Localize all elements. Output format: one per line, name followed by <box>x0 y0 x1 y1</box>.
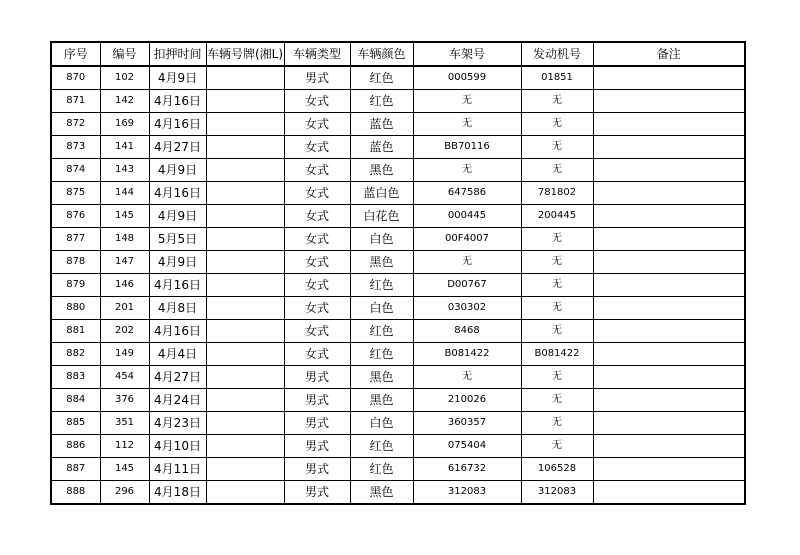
cell-remarks <box>593 205 745 228</box>
cell-frame-number: 647586 <box>413 182 521 205</box>
cell-seq: 877 <box>51 228 100 251</box>
cell-impound-date: 4月8日 <box>149 297 206 320</box>
table-header-row <box>51 42 745 66</box>
cell-engine-number: 无 <box>521 274 593 297</box>
cell-seq: 888 <box>51 481 100 505</box>
cell-vehicle-color: 红色 <box>350 343 413 366</box>
cell-number: 147 <box>100 251 149 274</box>
cell-vehicle-type: 女式 <box>284 274 350 297</box>
cell-frame-number: 000599 <box>413 66 521 90</box>
cell-plate <box>206 343 284 366</box>
cell-impound-date: 4月16日 <box>149 113 206 136</box>
cell-remarks <box>593 343 745 366</box>
cell-vehicle-color: 红色 <box>350 274 413 297</box>
cell-vehicle-color: 黑色 <box>350 159 413 182</box>
cell-impound-date: 4月10日 <box>149 435 206 458</box>
cell-plate <box>206 159 284 182</box>
table-row <box>51 113 745 136</box>
cell-number: 102 <box>100 66 149 90</box>
cell-vehicle-type: 男式 <box>284 458 350 481</box>
header-remarks: 备注 <box>593 42 745 66</box>
cell-impound-date: 4月9日 <box>149 251 206 274</box>
table-row <box>51 182 745 205</box>
table-row <box>51 159 745 182</box>
cell-engine-number: 无 <box>521 297 593 320</box>
cell-seq: 876 <box>51 205 100 228</box>
cell-plate <box>206 228 284 251</box>
cell-vehicle-color: 蓝色 <box>350 136 413 159</box>
cell-seq: 884 <box>51 389 100 412</box>
header-engine-number: 发动机号 <box>521 42 593 66</box>
cell-vehicle-color: 红色 <box>350 90 413 113</box>
header-vehicle-color: 车辆颜色 <box>350 42 413 66</box>
cell-number: 144 <box>100 182 149 205</box>
cell-frame-number: BB70116 <box>413 136 521 159</box>
cell-plate <box>206 90 284 113</box>
cell-vehicle-type: 女式 <box>284 136 350 159</box>
cell-vehicle-color: 白色 <box>350 228 413 251</box>
cell-engine-number: 无 <box>521 366 593 389</box>
cell-seq: 883 <box>51 366 100 389</box>
cell-number: 202 <box>100 320 149 343</box>
cell-number: 148 <box>100 228 149 251</box>
table-row <box>51 366 745 389</box>
cell-plate <box>206 412 284 435</box>
cell-vehicle-color: 黑色 <box>350 481 413 505</box>
cell-frame-number: 312083 <box>413 481 521 505</box>
table-row <box>51 343 745 366</box>
cell-plate <box>206 66 284 90</box>
cell-vehicle-type: 女式 <box>284 228 350 251</box>
cell-impound-date: 4月9日 <box>149 159 206 182</box>
cell-impound-date: 4月16日 <box>149 90 206 113</box>
cell-engine-number: B081422 <box>521 343 593 366</box>
cell-seq: 887 <box>51 458 100 481</box>
cell-vehicle-color: 蓝白色 <box>350 182 413 205</box>
cell-seq: 875 <box>51 182 100 205</box>
cell-vehicle-type: 女式 <box>284 159 350 182</box>
cell-seq: 872 <box>51 113 100 136</box>
cell-vehicle-color: 红色 <box>350 435 413 458</box>
cell-plate <box>206 297 284 320</box>
cell-impound-date: 4月18日 <box>149 481 206 505</box>
cell-seq: 880 <box>51 297 100 320</box>
cell-plate <box>206 251 284 274</box>
table-row <box>51 435 745 458</box>
cell-vehicle-color: 黑色 <box>350 389 413 412</box>
table-row <box>51 90 745 113</box>
cell-impound-date: 4月16日 <box>149 182 206 205</box>
cell-frame-number: B081422 <box>413 343 521 366</box>
header-frame-number: 车架号 <box>413 42 521 66</box>
cell-vehicle-color: 红色 <box>350 66 413 90</box>
cell-engine-number: 无 <box>521 251 593 274</box>
cell-seq: 885 <box>51 412 100 435</box>
cell-remarks <box>593 251 745 274</box>
cell-vehicle-type: 女式 <box>284 251 350 274</box>
cell-impound-date: 4月11日 <box>149 458 206 481</box>
table-row <box>51 297 745 320</box>
cell-vehicle-color: 黑色 <box>350 251 413 274</box>
cell-engine-number: 106528 <box>521 458 593 481</box>
cell-plate <box>206 205 284 228</box>
cell-number: 351 <box>100 412 149 435</box>
table-row <box>51 412 745 435</box>
cell-remarks <box>593 320 745 343</box>
table-row <box>51 66 745 90</box>
cell-impound-date: 4月27日 <box>149 366 206 389</box>
impounded-vehicle-table <box>50 41 746 505</box>
cell-remarks <box>593 366 745 389</box>
cell-frame-number: 无 <box>413 159 521 182</box>
cell-impound-date: 4月23日 <box>149 412 206 435</box>
cell-remarks <box>593 159 745 182</box>
cell-engine-number: 01851 <box>521 66 593 90</box>
cell-number: 112 <box>100 435 149 458</box>
cell-number: 201 <box>100 297 149 320</box>
cell-vehicle-type: 男式 <box>284 366 350 389</box>
cell-number: 141 <box>100 136 149 159</box>
cell-vehicle-type: 男式 <box>284 481 350 505</box>
cell-vehicle-color: 红色 <box>350 320 413 343</box>
cell-vehicle-color: 蓝色 <box>350 113 413 136</box>
cell-seq: 879 <box>51 274 100 297</box>
table-row <box>51 228 745 251</box>
header-impound-date: 扣押时间 <box>149 42 206 66</box>
cell-engine-number: 无 <box>521 90 593 113</box>
cell-remarks <box>593 297 745 320</box>
cell-engine-number: 无 <box>521 389 593 412</box>
cell-vehicle-color: 白色 <box>350 412 413 435</box>
table-row <box>51 320 745 343</box>
cell-vehicle-color: 红色 <box>350 458 413 481</box>
cell-frame-number: 210026 <box>413 389 521 412</box>
cell-number: 376 <box>100 389 149 412</box>
cell-frame-number: 075404 <box>413 435 521 458</box>
cell-number: 142 <box>100 90 149 113</box>
cell-vehicle-type: 男式 <box>284 389 350 412</box>
cell-remarks <box>593 66 745 90</box>
cell-plate <box>206 435 284 458</box>
cell-engine-number: 312083 <box>521 481 593 505</box>
cell-plate <box>206 481 284 505</box>
cell-frame-number: 无 <box>413 90 521 113</box>
cell-vehicle-color: 白色 <box>350 297 413 320</box>
cell-frame-number: 无 <box>413 251 521 274</box>
table-row <box>51 481 745 505</box>
cell-engine-number: 无 <box>521 320 593 343</box>
cell-frame-number: 000445 <box>413 205 521 228</box>
cell-engine-number: 781802 <box>521 182 593 205</box>
table-row <box>51 205 745 228</box>
cell-vehicle-type: 女式 <box>284 320 350 343</box>
cell-impound-date: 5月5日 <box>149 228 206 251</box>
cell-remarks <box>593 182 745 205</box>
cell-remarks <box>593 136 745 159</box>
cell-vehicle-type: 女式 <box>284 343 350 366</box>
cell-frame-number: 8468 <box>413 320 521 343</box>
table-row <box>51 136 745 159</box>
cell-vehicle-color: 白花色 <box>350 205 413 228</box>
cell-remarks <box>593 389 745 412</box>
cell-remarks <box>593 458 745 481</box>
cell-frame-number: 360357 <box>413 412 521 435</box>
cell-engine-number: 无 <box>521 113 593 136</box>
cell-impound-date: 4月16日 <box>149 274 206 297</box>
cell-plate <box>206 389 284 412</box>
cell-frame-number: 无 <box>413 113 521 136</box>
cell-vehicle-color: 黑色 <box>350 366 413 389</box>
cell-plate <box>206 136 284 159</box>
table-row <box>51 389 745 412</box>
cell-number: 149 <box>100 343 149 366</box>
cell-remarks <box>593 481 745 505</box>
cell-number: 146 <box>100 274 149 297</box>
cell-seq: 878 <box>51 251 100 274</box>
cell-number: 143 <box>100 159 149 182</box>
cell-impound-date: 4月16日 <box>149 320 206 343</box>
cell-engine-number: 无 <box>521 159 593 182</box>
cell-vehicle-type: 女式 <box>284 205 350 228</box>
header-number: 编号 <box>100 42 149 66</box>
cell-plate <box>206 274 284 297</box>
cell-impound-date: 4月27日 <box>149 136 206 159</box>
cell-seq: 881 <box>51 320 100 343</box>
cell-remarks <box>593 274 745 297</box>
cell-number: 454 <box>100 366 149 389</box>
cell-number: 145 <box>100 458 149 481</box>
cell-plate <box>206 182 284 205</box>
cell-plate <box>206 113 284 136</box>
cell-plate <box>206 458 284 481</box>
cell-frame-number: 00F4007 <box>413 228 521 251</box>
cell-number: 296 <box>100 481 149 505</box>
cell-seq: 874 <box>51 159 100 182</box>
header-plate: 车辆号牌(湘L) <box>206 42 284 66</box>
cell-remarks <box>593 228 745 251</box>
cell-vehicle-type: 女式 <box>284 182 350 205</box>
cell-seq: 873 <box>51 136 100 159</box>
cell-remarks <box>593 412 745 435</box>
cell-impound-date: 4月9日 <box>149 205 206 228</box>
cell-vehicle-type: 女式 <box>284 90 350 113</box>
table-row <box>51 251 745 274</box>
cell-frame-number: D00767 <box>413 274 521 297</box>
cell-vehicle-type: 女式 <box>284 297 350 320</box>
cell-vehicle-type: 女式 <box>284 113 350 136</box>
cell-plate <box>206 366 284 389</box>
cell-engine-number: 200445 <box>521 205 593 228</box>
cell-number: 169 <box>100 113 149 136</box>
cell-remarks <box>593 113 745 136</box>
cell-plate <box>206 320 284 343</box>
header-seq: 序号 <box>51 42 100 66</box>
cell-vehicle-type: 男式 <box>284 412 350 435</box>
cell-seq: 882 <box>51 343 100 366</box>
cell-impound-date: 4月24日 <box>149 389 206 412</box>
cell-seq: 871 <box>51 90 100 113</box>
cell-engine-number: 无 <box>521 136 593 159</box>
cell-vehicle-type: 男式 <box>284 435 350 458</box>
table-row <box>51 274 745 297</box>
cell-frame-number: 无 <box>413 366 521 389</box>
cell-remarks <box>593 90 745 113</box>
cell-seq: 886 <box>51 435 100 458</box>
cell-frame-number: 616732 <box>413 458 521 481</box>
cell-vehicle-type: 男式 <box>284 66 350 90</box>
vehicle-register-sheet <box>50 41 746 505</box>
cell-number: 145 <box>100 205 149 228</box>
cell-frame-number: 030302 <box>413 297 521 320</box>
cell-engine-number: 无 <box>521 435 593 458</box>
cell-remarks <box>593 435 745 458</box>
cell-engine-number: 无 <box>521 412 593 435</box>
cell-impound-date: 4月4日 <box>149 343 206 366</box>
cell-engine-number: 无 <box>521 228 593 251</box>
table-row <box>51 458 745 481</box>
header-vehicle-type: 车辆类型 <box>284 42 350 66</box>
cell-impound-date: 4月9日 <box>149 66 206 90</box>
cell-seq: 870 <box>51 66 100 90</box>
